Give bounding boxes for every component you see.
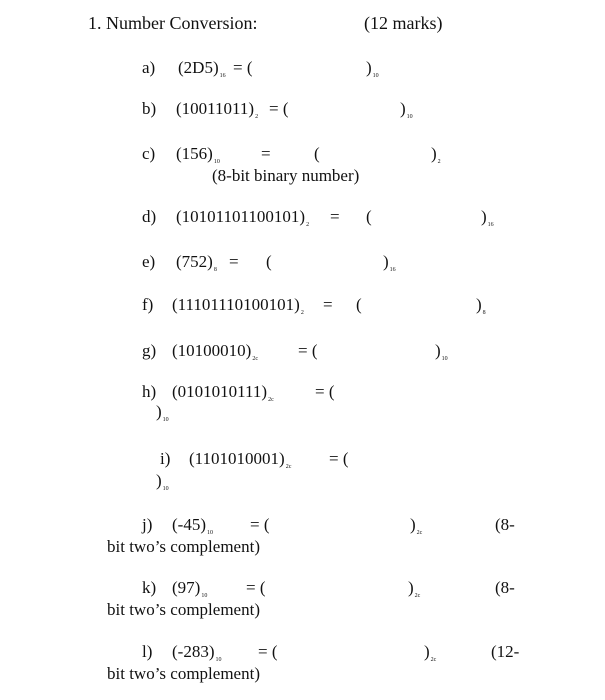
item-i-label: i) bbox=[160, 449, 171, 468]
item-k-note-start: (8- bbox=[495, 578, 515, 597]
item-h-label: h) bbox=[142, 382, 157, 401]
item-e-number: $(752)_8$ bbox=[176, 252, 217, 273]
item-j-note-end: bit two’s complement) bbox=[107, 537, 260, 556]
marks-label: (12 marks) bbox=[364, 13, 443, 33]
item-l-equals: = ( bbox=[258, 642, 278, 661]
item-l-number: $(-283)_{10}$ bbox=[172, 642, 222, 663]
item-j-note-start: (8- bbox=[495, 515, 515, 534]
item-d-label: d) bbox=[142, 207, 157, 226]
item-c-answer-open: ( bbox=[314, 144, 320, 163]
item-a-equals: = ( bbox=[233, 58, 253, 77]
item-k-answer-close: )$_{2c}$ bbox=[408, 578, 421, 599]
item-i-number: $(1101010001)_{2c}$ bbox=[189, 449, 292, 470]
item-k-equals: = ( bbox=[246, 578, 266, 597]
item-j-number: $(-45)_{10}$ bbox=[172, 515, 213, 536]
item-b-equals: = ( bbox=[269, 99, 289, 118]
item-g-number: $(10100010)_{2c}$ bbox=[172, 341, 258, 362]
item-b-label: b) bbox=[142, 99, 157, 118]
item-f-equals: = bbox=[323, 295, 333, 314]
item-g-label: g) bbox=[142, 341, 157, 360]
item-c-number: $(156)_{10}$ bbox=[176, 144, 220, 165]
item-i-equals: = ( bbox=[329, 449, 349, 468]
item-e-equals: = bbox=[229, 252, 239, 271]
item-b-answer-close: )$_{10}$ bbox=[400, 99, 413, 120]
item-e-label: e) bbox=[142, 252, 156, 271]
item-c-answer-close: )$_2$ bbox=[431, 144, 441, 165]
item-c-note: (8-bit binary number) bbox=[212, 166, 360, 185]
item-f-answer-close: )$_8$ bbox=[476, 295, 486, 316]
item-g-equals: = ( bbox=[298, 341, 318, 360]
item-f-number: $(11101110100101)_2$ bbox=[172, 295, 304, 316]
item-d-answer-open: ( bbox=[366, 207, 372, 226]
item-e-answer-close: )$_{16}$ bbox=[383, 252, 396, 273]
item-k-note-end: bit two’s complement) bbox=[107, 600, 260, 619]
item-c-label: c) bbox=[142, 144, 156, 163]
item-f-label: f) bbox=[142, 295, 154, 314]
item-j-answer-close: )$_{2c}$ bbox=[410, 515, 423, 536]
item-h-answer-close: )$_{10}$ bbox=[156, 402, 169, 423]
item-k-number: $(97)_{10}$ bbox=[172, 578, 208, 599]
item-a-label: a) bbox=[142, 58, 156, 77]
item-k-label: k) bbox=[142, 578, 157, 597]
item-f-answer-open: ( bbox=[356, 295, 362, 314]
question-title: 1. Number Conversion: bbox=[88, 13, 258, 33]
item-a-answer-close: )$_{10}$ bbox=[366, 58, 379, 79]
item-b-number: $(10011011)_2$ bbox=[176, 99, 259, 120]
item-l-note-start: (12- bbox=[491, 642, 520, 661]
item-g-answer-close: )$_{10}$ bbox=[435, 341, 448, 362]
item-d-answer-close: )$_{16}$ bbox=[481, 207, 494, 228]
item-c-equals: = bbox=[261, 144, 271, 163]
item-a-number: $(2D5)_{16}$ bbox=[178, 58, 226, 79]
item-l-answer-close: )$_{2c}$ bbox=[424, 642, 437, 663]
item-e-answer-open: ( bbox=[266, 252, 272, 271]
item-h-number: $(0101010111)_{2c}$ bbox=[172, 382, 274, 403]
item-l-note-end: bit two’s complement) bbox=[107, 664, 260, 683]
item-l-label: l) bbox=[142, 642, 153, 661]
item-i-answer-close: )$_{10}$ bbox=[156, 471, 169, 492]
item-h-equals: = ( bbox=[315, 382, 335, 401]
item-d-equals: = bbox=[330, 207, 340, 226]
item-j-equals: = ( bbox=[250, 515, 270, 534]
item-d-number: $(10101101100101)_2$ bbox=[176, 207, 310, 228]
item-j-label: j) bbox=[142, 515, 153, 534]
